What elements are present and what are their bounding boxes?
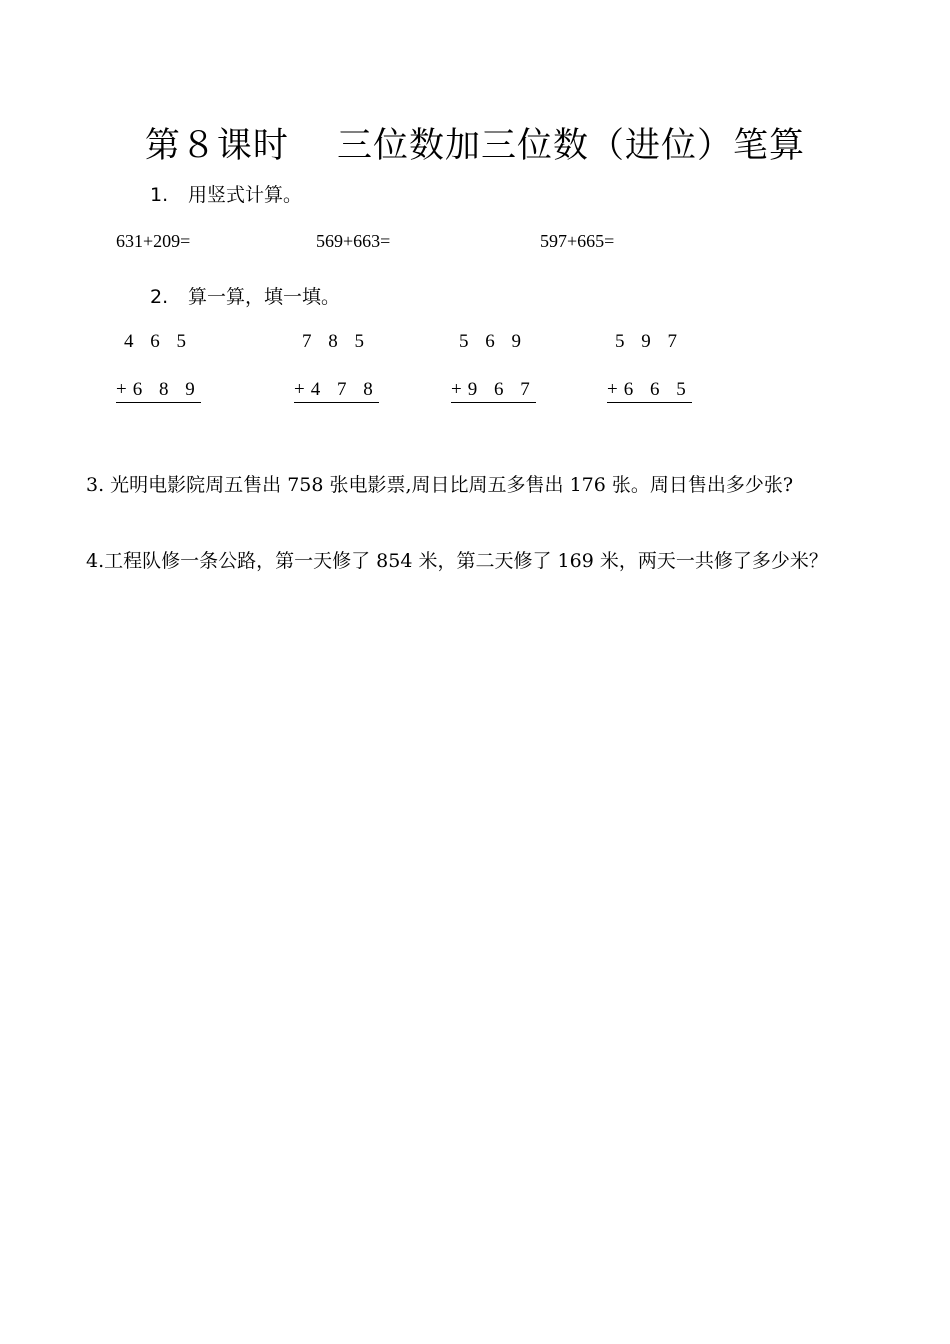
question-1-text: 用竖式计算。 (188, 184, 303, 206)
question-1-number: 1. (150, 184, 169, 206)
question-2-number: 2. (150, 286, 169, 308)
problem-4-top: 5 9 7 (615, 331, 683, 352)
expression-3: 597+665= (540, 231, 615, 251)
problem-2-bottom: +4 7 8 (294, 379, 379, 403)
page-title: 第８课时 三位数加三位数（进位）笔算 (144, 126, 806, 166)
problem-3-bottom: +9 6 7 (451, 379, 536, 403)
question-1-heading (150, 180, 302, 207)
question-2-heading (150, 282, 340, 309)
question-3: 3. 光明电影院周五售出 758 张电影票,周日比周五多售出 176 张。周日售出多少张? (86, 474, 794, 496)
problem-1-bottom: +6 8 9 (116, 379, 201, 403)
problem-2-top: 7 8 5 (302, 331, 370, 352)
question-2-text: 算一算，填一填。 (188, 286, 341, 308)
problem-3-top: 5 6 9 (459, 331, 527, 352)
expression-1: 631+209= (116, 231, 191, 251)
question-4: 4.工程队修一条公路，第一天修了 854 米，第二天修了 169 米，两天一共修了多少米？ (86, 550, 828, 572)
expression-2: 569+663= (316, 231, 391, 251)
problem-1-top: 4 6 5 (124, 331, 192, 352)
problem-4-bottom: +6 6 5 (607, 379, 692, 403)
